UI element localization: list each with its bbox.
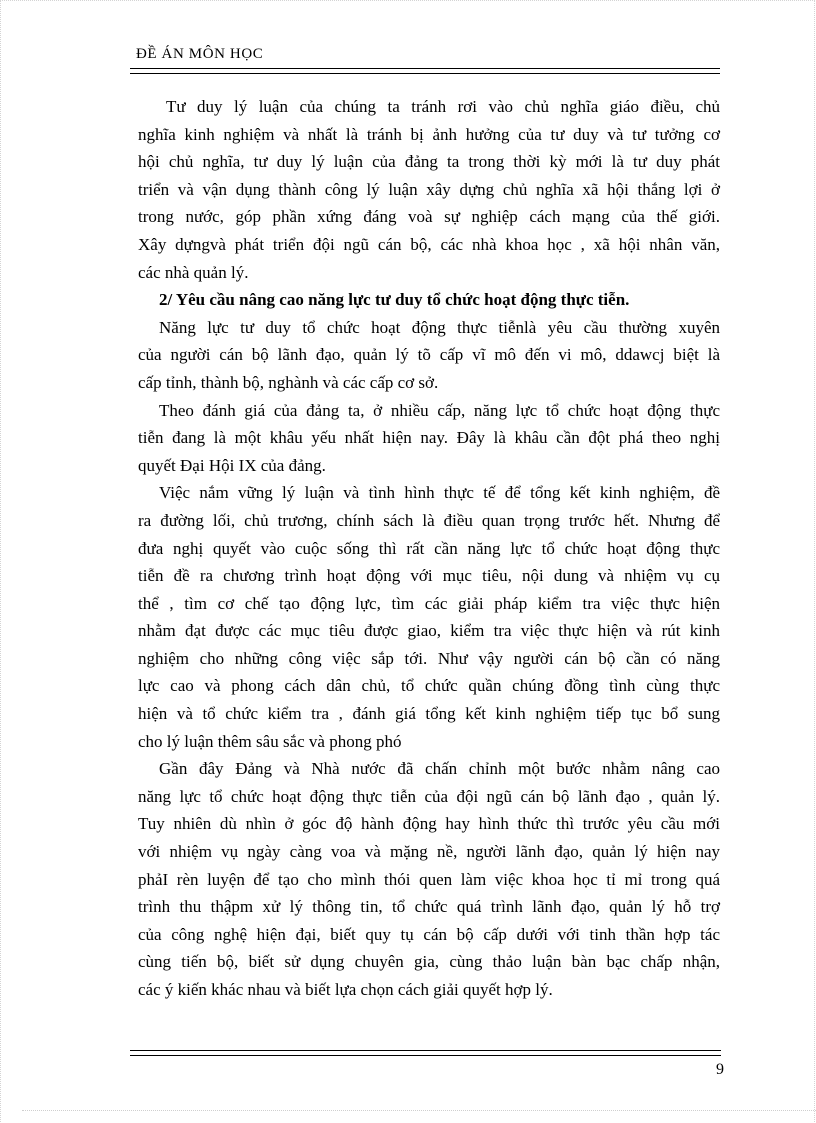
text-line: với nhiệm vụ ngày càng voa và mặng nề, người lãnh đạo, quản lý hiện nay	[138, 842, 720, 862]
text-line: phảI rèn luyện để tạo cho mình thói quen làm việc khoa học tỉ mỉ trong quá	[138, 869, 720, 889]
text-line: cho lý luận thêm sâu sắc và phong phó	[138, 731, 402, 751]
page-number: 9	[716, 1061, 724, 1078]
header-title: ĐỀ ÁN MÔN HỌC	[136, 46, 264, 62]
text-line: cấp tỉnh, thành bộ, nghành và các cấp cơ sở.	[138, 372, 439, 392]
paragraph	[138, 479, 720, 755]
text-line: quyết Đại Hội IX của đảng.	[138, 455, 326, 475]
page-bottom-edge	[22, 1110, 816, 1111]
text-line: Năng lực tư duy tổ chức hoạt động thực tiễnlà yêu cầu thường xuyên	[159, 317, 720, 337]
text-line: Tư duy lý luận của chúng ta tránh rơi vào chủ nghĩa giáo điều, chủ	[166, 97, 720, 116]
text-line: ra đường lối, chủ trương, chính sách là điều quan trọng trước hết. Nhưng để	[138, 510, 720, 530]
text-line: Việc nắm vững lý luận và tình hình thực tế để tổng kết kinh nghiệm, đề	[159, 483, 720, 503]
text-line: trình thu thậpm xử lý thông tin, tổ chức quá trình lãnh đạo, quản lý hỗ trợ	[138, 897, 720, 917]
text-line: triển và vận dụng thành công lý luận xây dựng chủ nghĩa xã hội thắng lợi ở	[138, 179, 720, 199]
text-line: cùng tiến bộ, biết sử dụng chuyên gia, cùng thảo luận bàn bạc chấp nhận,	[138, 952, 720, 972]
header-double-rule	[130, 68, 720, 74]
text-line: các ý kiến khác nhau và biết lựa chọn cách giải quyết hợp lý.	[138, 980, 553, 999]
text-line: thể , tìm cơ chế tạo động lực, tìm các giải pháp kiểm tra việc thực hiện	[138, 593, 720, 613]
heading-line: 2/ Yêu cầu nâng cao năng lực tư duy tổ chức hoạt động thực tiễn.	[159, 290, 630, 310]
text-line: các nhà quản lý.	[138, 262, 249, 282]
body-text	[138, 93, 720, 1004]
paragraph	[138, 755, 720, 1003]
text-line: hiện và tổ chức kiểm tra , đánh giá tổng kết kinh nghiệm tiếp tục bổ sung	[138, 704, 720, 724]
text-line: hội chủ nghĩa, tư duy lý luận của đảng ta trong thời kỳ mới là tư duy phát	[138, 152, 720, 172]
text-line: lực cao và phong cách dân chủ, tổ chức quần chúng đồng tình cùng thực	[138, 676, 720, 696]
paragraph	[138, 314, 720, 397]
footer-double-rule	[130, 1050, 721, 1056]
text-line: đưa nghị quyết vào cuộc sống thì rất cần năng lực tổ chức hoạt động thực	[138, 538, 720, 558]
text-line: tiễn đang là một khâu yếu nhất hiện nay. Đây là khâu cần đột phá theo nghị	[138, 428, 720, 448]
text-line: của người cán bộ lãnh đạo, quản lý tõ cấp vĩ mô đến vi mô, ddawcj biệt là	[138, 345, 720, 365]
text-line: tiễn đề ra chương trình hoạt động với mục tiêu, nội dung và nhiệm vụ cụ	[138, 566, 720, 586]
text-line: nhằm đạt được các mục tiêu được giao, kiểm tra việc thực hiện và rút kinh	[138, 621, 720, 641]
text-line: Tuy nhiên dù nhìn ở góc độ hành động hay hình thức thì trước yêu cầu mới	[138, 814, 720, 834]
text-line: Theo đánh giá của đảng ta, ở nhiều cấp, năng lực tổ chức hoạt động thực	[159, 400, 720, 420]
text-line: nghĩa kinh nghiệm và nhất là tránh bị ảnh hưởng của tư duy và tư tưởng cơ	[138, 124, 720, 144]
paragraph	[138, 397, 720, 480]
text-line: Gần đây Đảng và Nhà nước đã chấn chỉnh một bước nhằm nâng cao	[159, 759, 720, 779]
text-line: trong nước, góp phần xứng đáng voà sự nghiệp cách mạng của thế giới.	[138, 207, 720, 227]
section-heading	[138, 286, 720, 314]
text-line: năng lực tổ chức hoạt động thực tiễn của đội ngũ cán bộ lãnh đạo , quản lý.	[138, 786, 720, 806]
paragraph	[138, 93, 720, 286]
text-line: Xây dựngvà phát triển đội ngũ cán bộ, các nhà khoa học , xã hội nhân văn,	[138, 234, 720, 254]
text-line: của công nghệ hiện đại, biết quy tụ cán bộ cấp dưới với tinh thần hợp tác	[138, 924, 720, 944]
text-line: nghiệm cho những công việc sắp tới. Như vậy người cán bộ cần có năng	[138, 648, 720, 668]
